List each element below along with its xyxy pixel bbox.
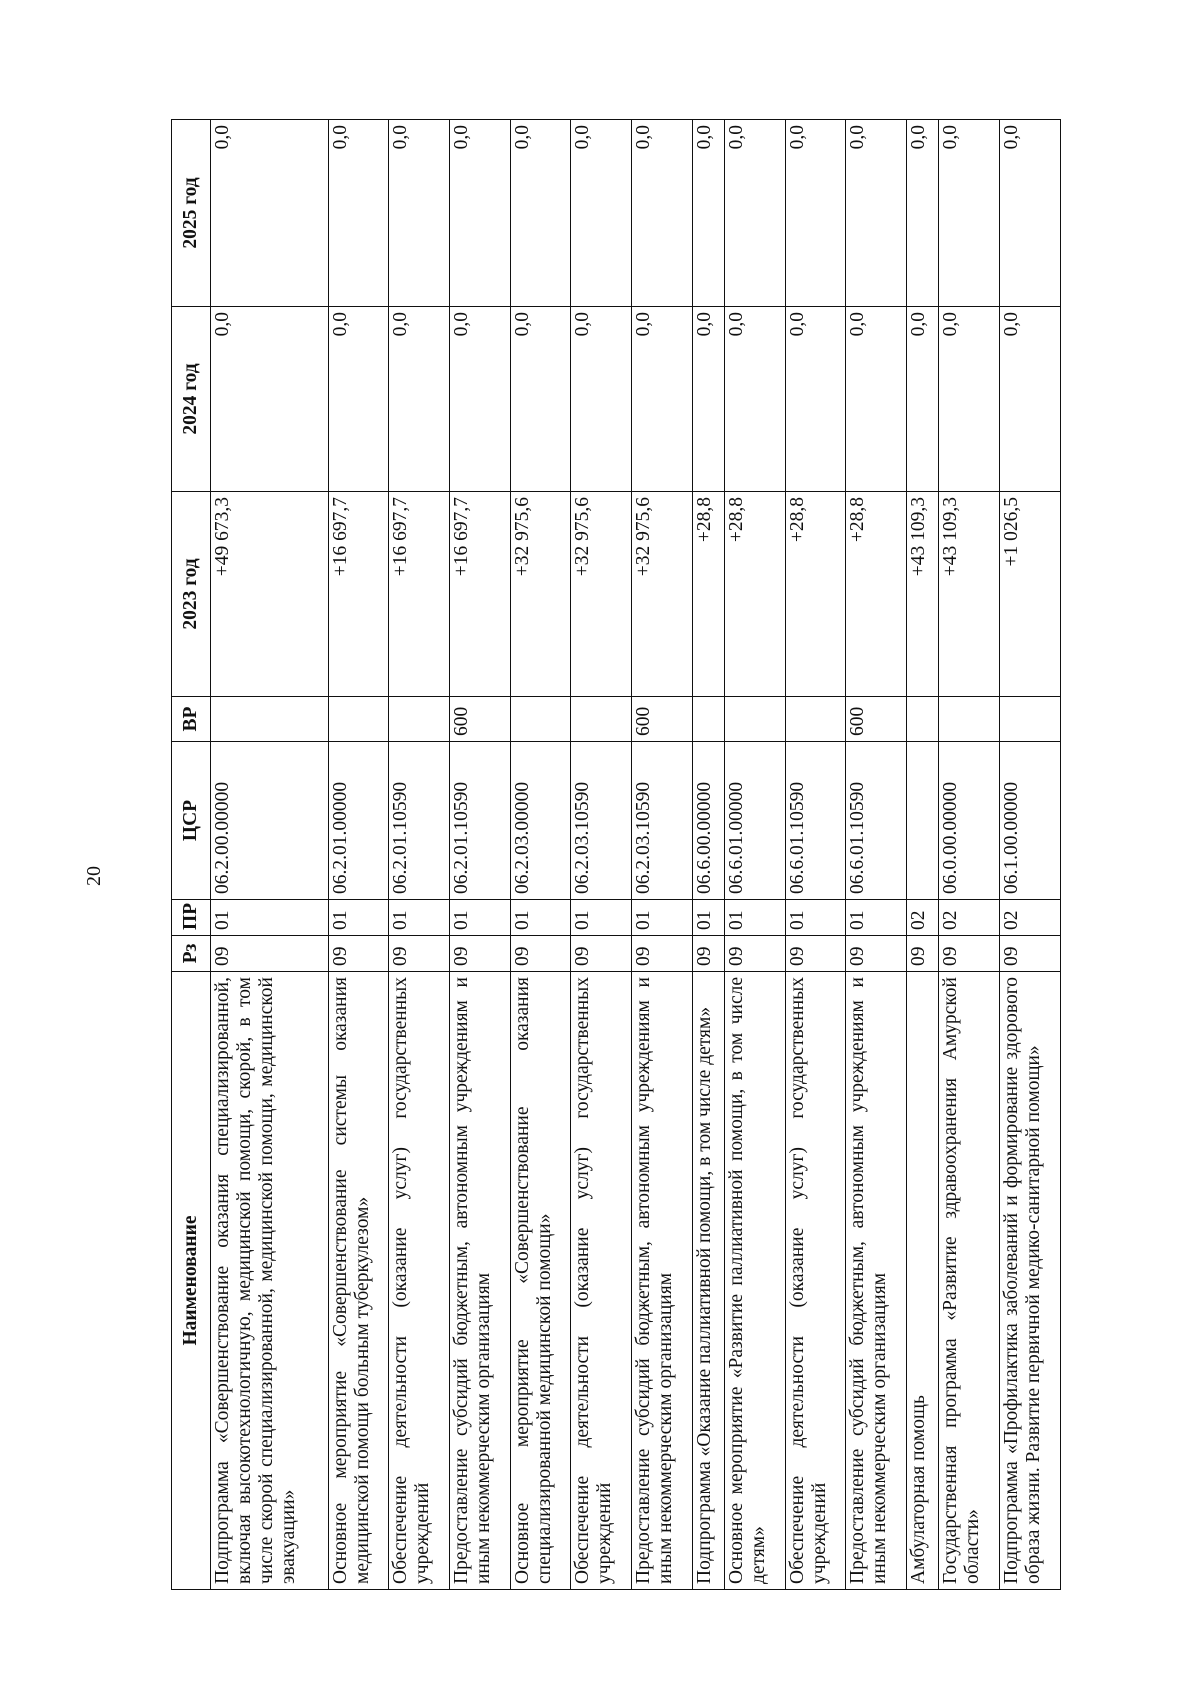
cell-name: Основное мероприятие «Совершенствование системы оказания медицинской помощи больным туберкулезом» (328, 972, 389, 1590)
cell-csr: 06.2.01.00000 (328, 742, 389, 900)
cell-pr: 01 (785, 900, 846, 936)
cell-csr: 06.2.03.10590 (632, 742, 693, 900)
cell-name: Предоставление субсидий бюджетным, автономным учреждениям и иным некоммерческим организациям (846, 972, 907, 1590)
cell-rz: 09 (725, 936, 786, 972)
cell-y2025: 0,0 (571, 120, 632, 307)
cell-name: Подпрограмма «Профилактика заболеваний и формирование здорового образа жизни. Развитие первичной медико-санитарной помощи» (1000, 972, 1061, 1590)
cell-y2025: 0,0 (211, 120, 329, 307)
budget-table-container (171, 120, 1061, 1590)
cell-y2023: +28,8 (725, 492, 786, 697)
cell-name: Обеспечение деятельности (оказание услуг) государственных учреждений (389, 972, 450, 1590)
cell-csr: 06.2.01.10590 (449, 742, 510, 900)
cell-rz: 09 (939, 936, 1000, 972)
cell-pr: 02 (939, 900, 1000, 936)
cell-csr: 06.6.01.10590 (846, 742, 907, 900)
cell-rz: 09 (510, 936, 571, 972)
cell-vr (725, 697, 786, 742)
cell-csr (907, 742, 939, 900)
table-row (389, 120, 450, 1590)
cell-rz: 09 (1000, 936, 1061, 972)
cell-y2023: +28,8 (785, 492, 846, 697)
table-row (328, 120, 389, 1590)
cell-csr: 06.0.00.00000 (939, 742, 1000, 900)
cell-pr: 01 (725, 900, 786, 936)
header-vr: ВР (172, 697, 211, 742)
budget-table (171, 119, 1061, 1590)
table-row (510, 120, 571, 1590)
cell-y2024: 0,0 (846, 307, 907, 492)
cell-y2025: 0,0 (939, 120, 1000, 307)
cell-rz: 09 (211, 936, 329, 972)
cell-pr: 01 (632, 900, 693, 936)
table-row (907, 120, 939, 1590)
cell-y2023: +28,8 (846, 492, 907, 697)
cell-vr (328, 697, 389, 742)
cell-y2023: +16 697,7 (328, 492, 389, 697)
cell-y2024: 0,0 (571, 307, 632, 492)
cell-name: Подпрограмма «Оказание паллиативной помощи, в том числе детям» (692, 972, 724, 1590)
cell-y2024: 0,0 (692, 307, 724, 492)
cell-y2024: 0,0 (785, 307, 846, 492)
cell-pr: 01 (449, 900, 510, 936)
table-row (211, 120, 329, 1590)
header-2024: 2024 год (172, 307, 211, 492)
cell-y2025: 0,0 (907, 120, 939, 307)
cell-y2025: 0,0 (328, 120, 389, 307)
cell-name: Основное мероприятие «Совершенствование оказания специализированной медицинской помощи» (510, 972, 571, 1590)
cell-y2025: 0,0 (846, 120, 907, 307)
cell-vr (692, 697, 724, 742)
table-row (725, 120, 786, 1590)
cell-vr (939, 697, 1000, 742)
cell-y2025: 0,0 (725, 120, 786, 307)
cell-y2024: 0,0 (449, 307, 510, 492)
header-2025: 2025 год (172, 120, 211, 307)
cell-rz: 09 (389, 936, 450, 972)
cell-pr: 01 (846, 900, 907, 936)
table-header-row (172, 120, 211, 1590)
cell-vr (785, 697, 846, 742)
cell-y2023: +16 697,7 (449, 492, 510, 697)
header-pr: ПР (172, 900, 211, 936)
table-row (692, 120, 724, 1590)
table-row (846, 120, 907, 1590)
table-row (1000, 120, 1061, 1590)
cell-pr: 01 (211, 900, 329, 936)
table-body (211, 120, 1061, 1590)
cell-y2023: +1 026,5 (1000, 492, 1061, 697)
cell-name: Обеспечение деятельности (оказание услуг) государственных учреждений (785, 972, 846, 1590)
cell-y2023: +28,8 (692, 492, 724, 697)
cell-y2024: 0,0 (510, 307, 571, 492)
cell-name: Подпрограмма «Совершенствование оказания специализированной, включая высокотехнологичную, медицинской помощи, скорой, в том числе скорой специализированной, медицинской помощи, медицинской эвакуации» (211, 972, 329, 1590)
cell-pr: 02 (1000, 900, 1061, 936)
cell-pr: 01 (510, 900, 571, 936)
cell-y2025: 0,0 (449, 120, 510, 307)
cell-y2023: +16 697,7 (389, 492, 450, 697)
cell-vr (510, 697, 571, 742)
table-row (785, 120, 846, 1590)
cell-vr (571, 697, 632, 742)
cell-csr: 06.2.01.10590 (389, 742, 450, 900)
cell-csr: 06.6.01.00000 (725, 742, 786, 900)
cell-name: Предоставление субсидий бюджетным, автономным учреждениям и иным некоммерческим организациям (632, 972, 693, 1590)
cell-y2025: 0,0 (692, 120, 724, 307)
cell-y2024: 0,0 (328, 307, 389, 492)
cell-y2024: 0,0 (1000, 307, 1061, 492)
header-2023: 2023 год (172, 492, 211, 697)
cell-y2024: 0,0 (725, 307, 786, 492)
cell-y2023: +49 673,3 (211, 492, 329, 697)
cell-rz: 09 (328, 936, 389, 972)
cell-name: Обеспечение деятельности (оказание услуг) государственных учреждений (571, 972, 632, 1590)
header-rz: Рз (172, 936, 211, 972)
cell-y2023: +43 109,3 (907, 492, 939, 697)
cell-y2023: +32 975,6 (510, 492, 571, 697)
cell-vr (1000, 697, 1061, 742)
cell-pr: 01 (328, 900, 389, 936)
cell-pr: 01 (389, 900, 450, 936)
cell-csr: 06.2.03.00000 (510, 742, 571, 900)
cell-vr: 600 (449, 697, 510, 742)
cell-vr (211, 697, 329, 742)
table-row (632, 120, 693, 1590)
cell-y2023: +32 975,6 (632, 492, 693, 697)
table-row (571, 120, 632, 1590)
cell-y2025: 0,0 (785, 120, 846, 307)
header-csr: ЦСР (172, 742, 211, 900)
header-name: Наименование (172, 972, 211, 1590)
cell-vr (907, 697, 939, 742)
cell-rz: 09 (907, 936, 939, 972)
cell-y2024: 0,0 (907, 307, 939, 492)
cell-csr: 06.2.03.10590 (571, 742, 632, 900)
cell-y2024: 0,0 (632, 307, 693, 492)
cell-y2025: 0,0 (1000, 120, 1061, 307)
cell-y2025: 0,0 (389, 120, 450, 307)
cell-y2023: +43 109,3 (939, 492, 1000, 697)
cell-y2024: 0,0 (211, 307, 329, 492)
cell-rz: 09 (571, 936, 632, 972)
cell-rz: 09 (846, 936, 907, 972)
cell-y2023: +32 975,6 (571, 492, 632, 697)
cell-vr: 600 (846, 697, 907, 742)
table-row (939, 120, 1000, 1590)
cell-name: Амбулаторная помощь (907, 972, 939, 1590)
cell-y2025: 0,0 (632, 120, 693, 307)
cell-csr: 06.1.00.00000 (1000, 742, 1061, 900)
cell-csr: 06.6.00.00000 (692, 742, 724, 900)
cell-csr: 06.6.01.10590 (785, 742, 846, 900)
cell-vr (389, 697, 450, 742)
cell-csr: 06.2.00.00000 (211, 742, 329, 900)
cell-pr: 01 (692, 900, 724, 936)
cell-y2024: 0,0 (389, 307, 450, 492)
cell-y2024: 0,0 (939, 307, 1000, 492)
cell-rz: 09 (692, 936, 724, 972)
cell-vr: 600 (632, 697, 693, 742)
cell-y2025: 0,0 (510, 120, 571, 307)
cell-rz: 09 (632, 936, 693, 972)
cell-name: Предоставление субсидий бюджетным, автономным учреждениям и иным некоммерческим организациям (449, 972, 510, 1590)
cell-pr: 01 (571, 900, 632, 936)
cell-name: Основное мероприятие «Развитие паллиативной помощи, в том числе детям» (725, 972, 786, 1590)
cell-name: Государственная программа «Развитие здравоохранения Амурской области» (939, 972, 1000, 1590)
cell-rz: 09 (449, 936, 510, 972)
cell-pr: 02 (907, 900, 939, 936)
table-row (449, 120, 510, 1590)
cell-rz: 09 (785, 936, 846, 972)
page-number: 20 (83, 866, 105, 886)
